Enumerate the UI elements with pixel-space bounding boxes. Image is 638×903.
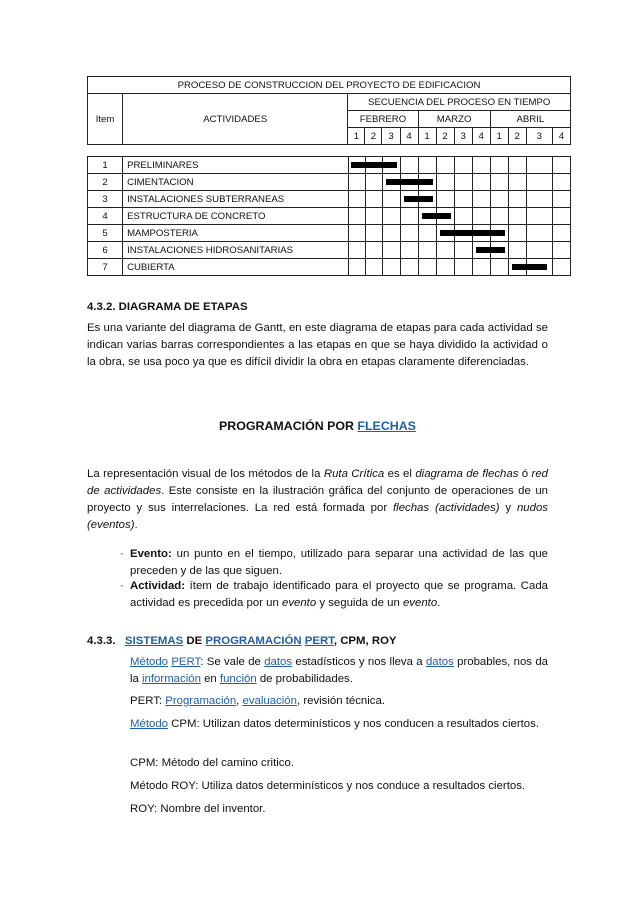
row-number: 7 [88, 259, 123, 276]
funcion-link[interactable]: función [219, 673, 257, 685]
week-cell [382, 174, 400, 191]
week-cell [454, 157, 472, 174]
week-cell [526, 174, 552, 191]
row-number: 1 [88, 157, 123, 174]
week-cell [526, 191, 552, 208]
flechas-intro [87, 466, 548, 534]
bullet-evento [130, 546, 548, 580]
cpm-definition: CPM: Método del camino critico. [130, 757, 294, 769]
gantt-header-table [87, 76, 571, 145]
table-row [88, 259, 571, 276]
week-cell [508, 225, 526, 242]
week-cell [400, 259, 418, 276]
week-cell [348, 242, 365, 259]
week-cell [365, 174, 382, 191]
week-cell [382, 242, 400, 259]
heading-text: , CPM, ROY [333, 635, 397, 647]
week-cell [508, 208, 526, 225]
week-cell [365, 191, 382, 208]
intro-text: y [499, 502, 517, 514]
week-cell [490, 259, 508, 276]
week-cell [418, 225, 436, 242]
week-cell [418, 208, 436, 225]
week-cell [454, 259, 472, 276]
week-cell [472, 191, 490, 208]
week-cell [400, 191, 418, 208]
evaluacion-link[interactable]: evaluación [242, 695, 297, 707]
week-cell [490, 191, 508, 208]
week-cell [552, 208, 570, 225]
row-number: 5 [88, 225, 123, 242]
row-activity: MAMPOSTERIA [123, 225, 348, 242]
week-cell [365, 157, 382, 174]
week-cell [365, 242, 382, 259]
pert2-text: PERT: [130, 695, 166, 707]
intro-italic: diagrama de flechas [415, 468, 519, 480]
week-cell [508, 259, 526, 276]
week-header: 2 [365, 128, 382, 145]
cpm-paragraph [130, 716, 548, 733]
week-cell [382, 259, 400, 276]
pert-text: de probabilidades. [256, 673, 353, 685]
section-heading-432: 4.3.2. DIAGRAMA DE ETAPAS [87, 301, 248, 313]
week-cell [490, 208, 508, 225]
section-heading-433 [87, 633, 557, 650]
week-cell [472, 259, 490, 276]
bullet-text: un punto en el tiempo, utilizado para separar una actividad de las que preceden y de las que siguen. [130, 548, 548, 577]
week-cell [400, 225, 418, 242]
week-cell [472, 157, 490, 174]
activities-header: ACTIVIDADES [123, 94, 348, 145]
month-header: FEBRERO [348, 111, 418, 128]
bullet-actividad [130, 578, 548, 612]
roy-paragraph: Método ROY: Utiliza datos determinísticos y nos conduce a resultados ciertos. [130, 780, 526, 792]
week-header: 3 [382, 128, 400, 145]
pert-paragraph [130, 654, 548, 688]
week-cell [490, 174, 508, 191]
metodo-link[interactable]: Método [130, 718, 168, 730]
week-header: 4 [400, 128, 418, 145]
week-cell [418, 157, 436, 174]
section-432-body: Es una variante del diagrama de Gantt, en este diagrama de etapas para cada actividad se indican varias barras correspondientes a las etapas en que se haya dividido la actividad o la obra, se usa poco ya que es difícil dividir la obra en etapas claramente diferenciadas. [87, 322, 548, 368]
week-cell [348, 225, 365, 242]
intro-italic: Ruta Crítica [323, 468, 385, 480]
bullet-text: y seguida de un [316, 597, 403, 609]
programacion-link[interactable]: Programación [165, 695, 237, 707]
pert-text: estadísticos y nos lleva a [292, 656, 426, 668]
gantt-table [87, 156, 571, 276]
row-number: 3 [88, 191, 123, 208]
week-cell [382, 208, 400, 225]
week-cell [526, 242, 552, 259]
row-number: 4 [88, 208, 123, 225]
week-cell [382, 157, 400, 174]
flechas-link[interactable]: FLECHAS [357, 419, 416, 433]
week-cell [348, 174, 365, 191]
pert-link[interactable]: PERT [304, 635, 334, 647]
week-cell [348, 208, 365, 225]
table-row [88, 225, 571, 242]
intro-italic: nudos (eventos) [87, 502, 548, 531]
week-cell [526, 225, 552, 242]
week-cell [552, 225, 570, 242]
week-cell [348, 191, 365, 208]
sequence-header: SECUENCIA DEL PROCESO EN TIEMPO [348, 94, 571, 111]
week-cell [436, 157, 454, 174]
week-cell [490, 242, 508, 259]
week-cell [526, 259, 552, 276]
week-cell [472, 208, 490, 225]
row-activity: PRELIMINARES [123, 157, 348, 174]
pert2-text: , revisión técnica. [296, 695, 385, 707]
week-cell [508, 157, 526, 174]
sistemas-link[interactable]: SISTEMAS [125, 635, 184, 647]
week-cell [418, 191, 436, 208]
table-row [88, 157, 571, 174]
intro-italic: red de actividades [87, 468, 549, 497]
week-cell [418, 174, 436, 191]
week-cell [552, 242, 570, 259]
week-cell [454, 191, 472, 208]
week-header: 1 [490, 128, 508, 145]
roy-definition: ROY: Nombre del inventor. [130, 803, 266, 815]
row-activity: INSTALACIONES SUBTERRANEAS [123, 191, 348, 208]
flechas-title-text: PROGRAMACIÓN POR [219, 419, 358, 433]
week-cell [526, 157, 552, 174]
week-cell [454, 174, 472, 191]
week-cell [508, 242, 526, 259]
week-cell [348, 157, 365, 174]
flechas-title [87, 418, 548, 435]
intro-text: . Este consiste en la ilustración gráfica del conjunto de operaciones de un proyecto y sus interrelaciones. La red está formada por [87, 485, 548, 514]
week-cell [365, 225, 382, 242]
row-number: 2 [88, 174, 123, 191]
week-cell [400, 208, 418, 225]
pert-text: probables, nos da la [130, 656, 548, 685]
week-cell [552, 174, 570, 191]
pert-text: : Se vale de [200, 656, 265, 668]
bullet-italic: evento [402, 597, 438, 609]
informacion-link[interactable]: información [142, 673, 201, 685]
week-cell [418, 242, 436, 259]
week-cell [400, 174, 418, 191]
week-cell [526, 208, 552, 225]
pert-link[interactable]: PERT [171, 656, 201, 668]
week-cell [454, 242, 472, 259]
week-cell [472, 225, 490, 242]
month-header: ABRIL [490, 111, 570, 128]
week-cell [436, 191, 454, 208]
table-row [88, 208, 571, 225]
week-cell [382, 225, 400, 242]
row-activity: CIMENTACION [123, 174, 348, 191]
week-header: 3 [526, 128, 552, 145]
row-activity: ESTRUCTURA DE CONCRETO [123, 208, 348, 225]
pert-definition [130, 693, 548, 710]
table-title: PROCESO DE CONSTRUCCION DEL PROYECTO DE EDIFICACION [88, 77, 571, 94]
bullet-mark: · [120, 580, 124, 592]
heading-text: DE [183, 635, 206, 647]
week-cell [552, 157, 570, 174]
datos-link[interactable]: datos [264, 656, 293, 668]
table-row [88, 242, 571, 259]
week-cell [382, 191, 400, 208]
row-number: 6 [88, 242, 123, 259]
week-cell [490, 225, 508, 242]
pert-text: en [200, 673, 220, 685]
intro-text: La representación visual de los métodos de la [87, 468, 324, 480]
intro-text: . [134, 519, 138, 531]
section-number: 4.3.3. [87, 635, 116, 647]
week-cell [454, 225, 472, 242]
week-header: 3 [454, 128, 472, 145]
week-cell [365, 208, 382, 225]
bullet-italic: evento [281, 597, 317, 609]
table-row [88, 191, 571, 208]
row-activity: CUBIERTA [123, 259, 348, 276]
metodo-link[interactable]: Método [130, 656, 168, 668]
week-cell [418, 259, 436, 276]
week-cell [508, 191, 526, 208]
bullet-label: Evento: [130, 548, 172, 560]
bullet-text: . [437, 597, 441, 609]
week-cell [454, 208, 472, 225]
item-header: Item [88, 94, 123, 145]
week-cell [348, 259, 365, 276]
week-cell [436, 242, 454, 259]
week-cell [552, 259, 570, 276]
row-activity: INSTALACIONES HIDROSANITARIAS [123, 242, 348, 259]
week-cell [472, 242, 490, 259]
pert2-text: , [236, 695, 243, 707]
intro-text: ó [518, 468, 532, 480]
week-header: 4 [552, 128, 570, 145]
week-header: 2 [508, 128, 526, 145]
week-cell [436, 208, 454, 225]
week-cell [552, 191, 570, 208]
week-cell [508, 174, 526, 191]
week-cell [436, 174, 454, 191]
table-row [88, 174, 571, 191]
week-cell [472, 174, 490, 191]
cpm-text: CPM: Utilizan datos determinísticos y nos conducen a resultados ciertos. [168, 718, 539, 730]
bullet-label: Actividad: [130, 580, 186, 592]
bullet-mark: · [120, 548, 124, 560]
week-header: 4 [472, 128, 490, 145]
programacion-link[interactable]: PROGRAMACIÓN [205, 635, 302, 647]
intro-italic: flechas (actividades) [393, 502, 500, 514]
month-header: MARZO [418, 111, 490, 128]
bullet-text: ítem de trabajo identificado para el proyecto que se programa. Cada actividad es precedida por un [130, 580, 548, 609]
week-cell [436, 259, 454, 276]
intro-text: es el [384, 468, 416, 480]
week-cell [436, 225, 454, 242]
week-header: 1 [348, 128, 365, 145]
week-cell [490, 157, 508, 174]
week-header: 1 [418, 128, 436, 145]
week-cell [365, 259, 382, 276]
week-cell [400, 157, 418, 174]
week-cell [400, 242, 418, 259]
datos-link[interactable]: datos [425, 656, 454, 668]
week-header: 2 [436, 128, 454, 145]
